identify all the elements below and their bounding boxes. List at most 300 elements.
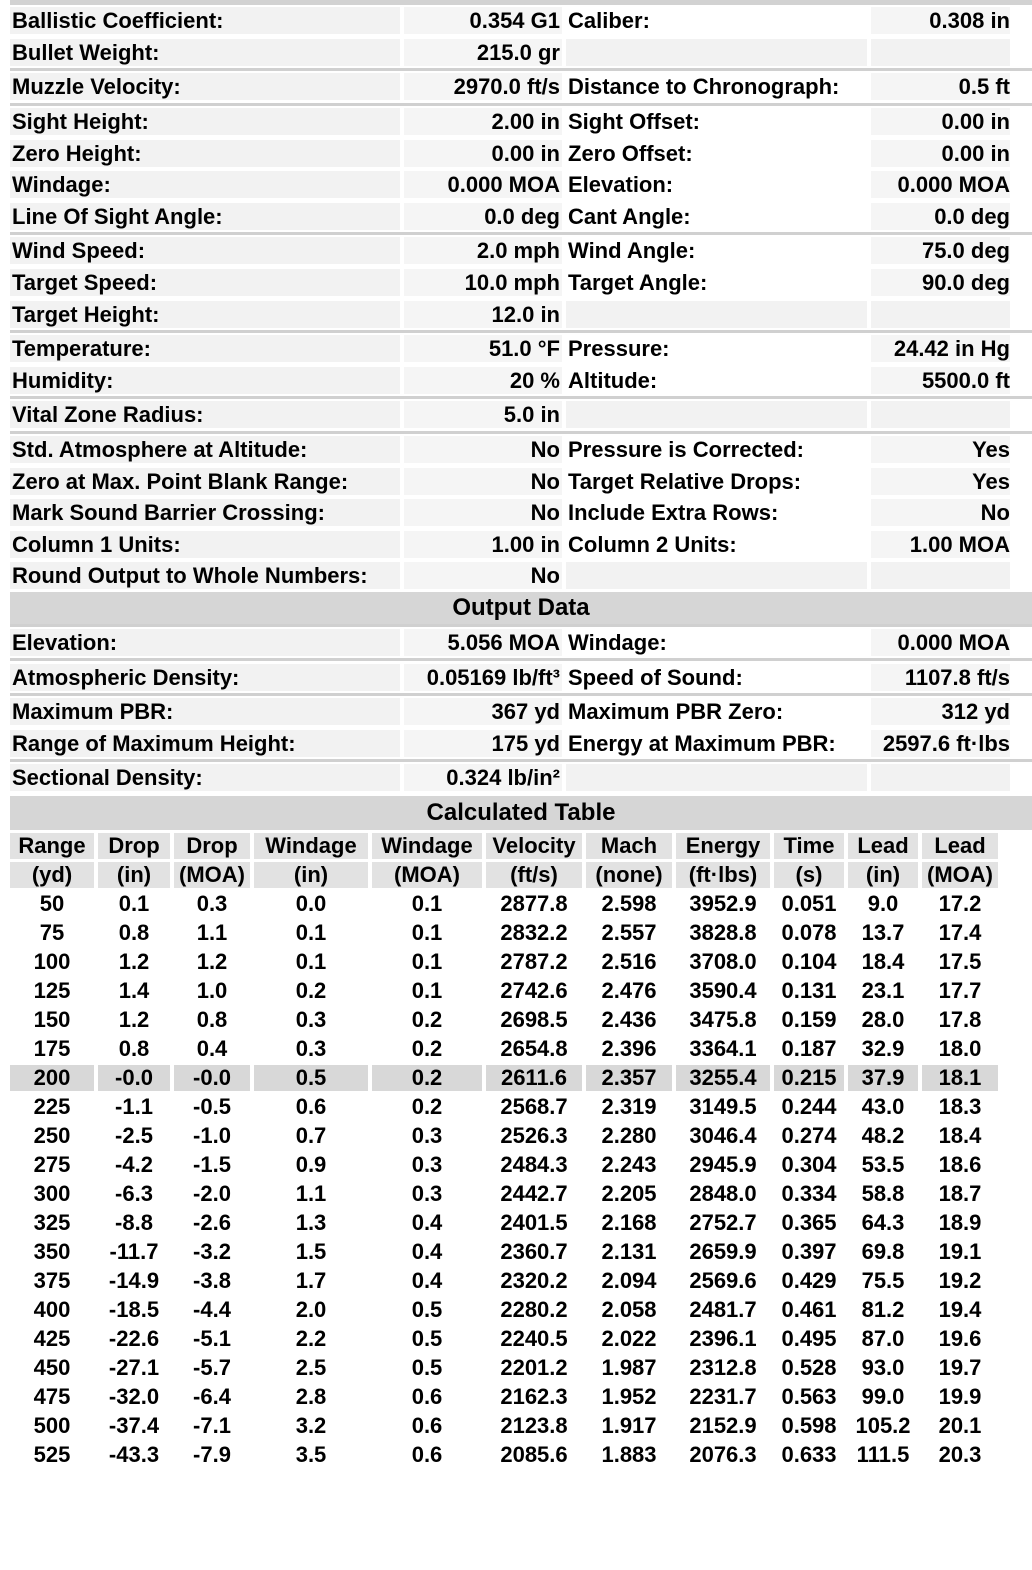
parameter-label: Range of Maximum Height: <box>10 730 400 757</box>
parameter-value: 312 yd <box>871 698 1010 725</box>
parameter-group <box>10 658 1032 693</box>
table-cell: 75.5 <box>861 1267 905 1293</box>
table-cell: 19.2 <box>938 1267 982 1293</box>
column-header: (none) <box>586 862 672 888</box>
parameter-value: 215.0 gr <box>404 39 562 66</box>
parameter-label: Column 1 Units: <box>10 531 400 558</box>
parameter-label: Round Output to Whole Numbers: <box>10 562 400 589</box>
table-cell: 64.3 <box>861 1209 905 1235</box>
table-row <box>10 920 998 946</box>
table-cell: 2.436 <box>601 1006 657 1032</box>
table-row <box>10 1442 998 1468</box>
table-cell: 3475.8 <box>689 1006 757 1032</box>
table-cell: 0.8 <box>118 919 150 945</box>
column-header: (in) <box>254 862 368 888</box>
table-cell: 2.319 <box>601 1093 657 1119</box>
parameter-value: 367 yd <box>404 698 562 725</box>
column-header: Windage <box>372 833 482 859</box>
parameter-value: 2970.0 ft/s <box>404 73 562 100</box>
table-cell: 2.022 <box>601 1325 657 1351</box>
column-header: Lead <box>848 833 918 859</box>
parameter-label: Altitude: <box>566 367 867 394</box>
table-cell: 18.1 <box>922 1065 998 1091</box>
table-cell: 2.357 <box>586 1065 672 1091</box>
parameter-label: Muzzle Velocity: <box>10 73 400 100</box>
table-cell: 50 <box>39 890 65 916</box>
table-cell: 2.598 <box>601 890 657 916</box>
table-cell: 350 <box>33 1238 71 1264</box>
column-header: (MOA) <box>372 862 482 888</box>
table-cell: 2.280 <box>601 1122 657 1148</box>
column-header: Mach <box>586 833 672 859</box>
column-header: Velocity <box>486 833 582 859</box>
table-cell: 0.1 <box>411 890 443 916</box>
parameter-value: 75.0 deg <box>871 237 1010 264</box>
table-cell: 2231.7 <box>689 1383 757 1409</box>
table-header-row <box>10 862 998 888</box>
column-header: Drop <box>98 833 170 859</box>
table-cell: 18.4 <box>938 1122 982 1148</box>
table-cell: 2442.7 <box>500 1180 568 1206</box>
table-cell: 0.5 <box>411 1354 443 1380</box>
table-cell: -6.4 <box>193 1383 231 1409</box>
table-cell: 250 <box>33 1122 71 1148</box>
table-cell: 2848.0 <box>689 1180 757 1206</box>
table-cell: 0.2 <box>411 1006 443 1032</box>
table-cell: 1.5 <box>295 1238 327 1264</box>
table-cell: 3.5 <box>295 1441 327 1467</box>
table-cell: 18.3 <box>938 1093 982 1119</box>
table-cell: 20.3 <box>938 1441 982 1467</box>
parameter-label: Cant Angle: <box>566 203 867 230</box>
table-cell: -6.3 <box>115 1180 153 1206</box>
table-cell: -1.5 <box>193 1151 231 1177</box>
table-cell: 48.2 <box>861 1122 905 1148</box>
table-row <box>10 1065 998 1091</box>
parameter-value: 51.0 °F <box>404 335 562 362</box>
table-cell: 2201.2 <box>500 1354 568 1380</box>
table-cell: 58.8 <box>861 1180 905 1206</box>
table-cell: 0.397 <box>781 1238 837 1264</box>
table-cell: 0.215 <box>774 1065 844 1091</box>
table-row <box>10 1297 998 1323</box>
table-cell: -22.6 <box>108 1325 160 1351</box>
table-cell: 19.6 <box>938 1325 982 1351</box>
table-cell: 1.7 <box>295 1267 327 1293</box>
table-row <box>10 1123 998 1149</box>
table-cell: 0.2 <box>411 1035 443 1061</box>
table-row <box>10 1007 998 1033</box>
table-cell: 9.0 <box>867 890 899 916</box>
table-cell: 18.4 <box>861 948 905 974</box>
table-cell: 0.159 <box>781 1006 837 1032</box>
parameter-row <box>10 201 1032 233</box>
parameter-row <box>10 727 1032 759</box>
table-cell: 2742.6 <box>500 977 568 1003</box>
table-cell: 19.9 <box>938 1383 982 1409</box>
table-cell: 1.952 <box>601 1383 657 1409</box>
table-cell: 0.563 <box>781 1383 837 1409</box>
table-cell: 0.4 <box>411 1267 443 1293</box>
parameter-label: Sectional Density: <box>10 764 400 791</box>
table-cell: 0.5 <box>254 1065 368 1091</box>
table-cell: 2481.7 <box>689 1296 757 1322</box>
table-cell: 2401.5 <box>500 1209 568 1235</box>
column-header: Energy <box>676 833 770 859</box>
table-row <box>10 978 998 1004</box>
table-cell: 0.0 <box>295 890 327 916</box>
parameter-value: 5.056 MOA <box>404 629 562 656</box>
parameter-label <box>566 764 867 791</box>
parameter-value: 0.354 G1 <box>404 7 562 34</box>
table-cell: 1.4 <box>118 977 150 1003</box>
table-row <box>10 1181 998 1207</box>
column-header: Time <box>774 833 844 859</box>
parameter-label: Elevation: <box>10 629 400 656</box>
parameter-label <box>566 39 867 66</box>
parameter-value: 1.00 MOA <box>871 531 1010 558</box>
table-row <box>10 949 998 975</box>
table-cell: 375 <box>33 1267 71 1293</box>
table-cell: 2076.3 <box>689 1441 757 1467</box>
table-cell: 2568.7 <box>500 1093 568 1119</box>
table-cell: 19.7 <box>938 1354 982 1380</box>
parameter-value: No <box>404 468 562 495</box>
table-cell: -11.7 <box>109 1238 159 1264</box>
parameter-group <box>10 330 1032 396</box>
table-cell: 0.6 <box>411 1383 443 1409</box>
table-cell: 450 <box>33 1354 71 1380</box>
table-cell: 2526.3 <box>500 1122 568 1148</box>
table-cell: 2787.2 <box>500 948 568 974</box>
table-cell: 3828.8 <box>689 919 757 945</box>
parameter-label: Pressure: <box>566 335 867 362</box>
table-cell: 1.883 <box>601 1441 657 1467</box>
column-header: Windage <box>254 833 368 859</box>
table-cell: 0.304 <box>781 1151 837 1177</box>
table-row <box>10 1326 998 1352</box>
parameter-label: Target Angle: <box>566 269 867 296</box>
table-cell: 475 <box>33 1383 71 1409</box>
parameter-group <box>10 431 1032 592</box>
table-cell: 2240.5 <box>500 1325 568 1351</box>
table-cell: -43.3 <box>108 1441 160 1467</box>
parameter-label: Windage: <box>10 171 400 198</box>
table-cell: 2569.6 <box>689 1267 757 1293</box>
column-header: Range <box>10 833 94 859</box>
table-cell: 500 <box>33 1412 71 1438</box>
table-cell: 2.396 <box>601 1035 657 1061</box>
table-cell: 18.0 <box>938 1035 982 1061</box>
calculated-table-header: Calculated Table <box>10 796 1032 830</box>
table-cell: 53.5 <box>861 1151 905 1177</box>
table-cell: 99.0 <box>861 1383 905 1409</box>
input-parameters <box>10 5 1032 592</box>
parameter-group <box>10 759 1032 794</box>
table-cell: 0.3 <box>196 890 228 916</box>
table-cell: 175 <box>33 1035 71 1061</box>
parameter-value: 0.000 MOA <box>404 171 562 198</box>
parameter-row <box>10 137 1032 169</box>
table-cell: -14.9 <box>108 1267 160 1293</box>
table-cell: 37.9 <box>848 1065 918 1091</box>
table-cell: 2945.9 <box>689 1151 757 1177</box>
table-cell: 2.5 <box>295 1354 327 1380</box>
table-cell: 17.4 <box>938 919 982 945</box>
parameter-value: 5500.0 ft <box>871 367 1010 394</box>
parameter-row <box>10 5 1032 37</box>
table-cell: 0.6 <box>411 1441 443 1467</box>
table-cell: -0.0 <box>174 1065 250 1091</box>
parameter-label: Target Height: <box>10 301 400 328</box>
parameter-label: Sight Height: <box>10 108 400 135</box>
calculated-table-body <box>10 891 998 1468</box>
parameter-label: Distance to Chronograph: <box>566 73 867 100</box>
table-cell: 2.516 <box>601 948 657 974</box>
parameter-value <box>871 39 1010 66</box>
parameter-label: Zero at Max. Point Blank Range: <box>10 468 400 495</box>
table-cell: 2123.8 <box>500 1412 568 1438</box>
table-cell: 0.274 <box>781 1122 837 1148</box>
parameter-row <box>10 465 1032 497</box>
parameter-row <box>10 37 1032 69</box>
table-cell: 0.6 <box>295 1093 327 1119</box>
output-data-header: Output Data <box>10 592 1032 624</box>
table-cell: 18.9 <box>938 1209 982 1235</box>
table-cell: 200 <box>10 1065 94 1091</box>
table-cell: 0.528 <box>781 1354 837 1380</box>
parameter-value: 1.00 in <box>404 531 562 558</box>
parameter-label: Wind Speed: <box>10 237 400 264</box>
table-cell: 1.2 <box>118 948 150 974</box>
table-cell: 18.7 <box>938 1180 982 1206</box>
parameter-label <box>566 562 867 589</box>
parameter-label: Zero Offset: <box>566 140 867 167</box>
table-cell: 0.633 <box>781 1441 837 1467</box>
parameter-label: Line Of Sight Angle: <box>10 203 400 230</box>
table-cell: 2.8 <box>295 1383 327 1409</box>
parameter-label: Pressure is Corrected: <box>566 436 867 463</box>
parameter-group <box>10 5 1032 68</box>
parameter-value: No <box>404 499 562 526</box>
table-row <box>10 1152 998 1178</box>
parameter-label: Std. Atmosphere at Altitude: <box>10 436 400 463</box>
table-cell: 2360.7 <box>500 1238 568 1264</box>
parameter-value: 5.0 in <box>404 401 562 428</box>
parameter-value: 0.00 in <box>871 108 1010 135</box>
table-cell: 2396.1 <box>689 1325 757 1351</box>
table-cell: 105.2 <box>855 1412 911 1438</box>
table-cell: 0.2 <box>295 977 327 1003</box>
table-cell: 100 <box>33 948 71 974</box>
table-cell: 0.051 <box>781 890 837 916</box>
ballistics-results <box>10 5 1032 1471</box>
parameter-label: Bullet Weight: <box>10 39 400 66</box>
table-cell: 0.495 <box>781 1325 837 1351</box>
table-cell: 300 <box>33 1180 71 1206</box>
parameter-row <box>10 497 1032 529</box>
parameter-label: Humidity: <box>10 367 400 394</box>
parameter-row <box>10 267 1032 299</box>
parameter-row <box>10 762 1032 794</box>
table-cell: -0.5 <box>193 1093 231 1119</box>
calculated-table-head <box>10 833 998 888</box>
parameter-label: Maximum PBR: <box>10 698 400 725</box>
parameter-label <box>566 301 867 328</box>
parameter-value: No <box>404 562 562 589</box>
table-row <box>10 1239 998 1265</box>
table-row <box>10 1036 998 1062</box>
parameter-value: 24.42 in Hg <box>871 335 1010 362</box>
table-cell: 87.0 <box>861 1325 905 1351</box>
table-cell: 0.5 <box>411 1325 443 1351</box>
table-cell: -5.1 <box>193 1325 231 1351</box>
table-cell: 0.078 <box>781 919 837 945</box>
table-row <box>10 1268 998 1294</box>
table-cell: 150 <box>33 1006 71 1032</box>
table-cell: 0.5 <box>411 1296 443 1322</box>
table-cell: -8.8 <box>115 1209 153 1235</box>
table-cell: 325 <box>33 1209 71 1235</box>
parameter-label: Atmospheric Density: <box>10 664 400 691</box>
table-cell: 0.1 <box>411 977 443 1003</box>
table-cell: 0.1 <box>411 919 443 945</box>
table-cell: -32.0 <box>108 1383 160 1409</box>
table-cell: 2.476 <box>601 977 657 1003</box>
column-header: (ft/s) <box>486 862 582 888</box>
parameter-value: 20 % <box>404 367 562 394</box>
parameter-value: 0.00 in <box>404 140 562 167</box>
table-row <box>10 891 998 917</box>
table-cell: 13.7 <box>861 919 905 945</box>
table-cell: -37.4 <box>108 1412 160 1438</box>
parameter-value: 0.000 MOA <box>871 171 1010 198</box>
parameter-row <box>10 399 1032 431</box>
column-header: (in) <box>848 862 918 888</box>
table-cell: 0.4 <box>411 1209 443 1235</box>
table-cell: 2.094 <box>601 1267 657 1293</box>
parameter-row <box>10 434 1032 466</box>
table-cell: 0.2 <box>411 1093 443 1119</box>
table-cell: 2654.8 <box>500 1035 568 1061</box>
table-row <box>10 1384 998 1410</box>
table-cell: -18.5 <box>108 1296 160 1322</box>
table-cell: 0.131 <box>781 977 837 1003</box>
table-row <box>10 1413 998 1439</box>
table-cell: 2.243 <box>601 1151 657 1177</box>
table-cell: 0.9 <box>295 1151 327 1177</box>
table-cell: 75 <box>39 919 65 945</box>
parameter-group <box>10 624 1032 659</box>
table-cell: 425 <box>33 1325 71 1351</box>
table-cell: 81.2 <box>861 1296 905 1322</box>
parameter-value <box>871 764 1010 791</box>
parameter-label: Target Relative Drops: <box>566 468 867 495</box>
table-cell: 1.987 <box>601 1354 657 1380</box>
parameter-row <box>10 298 1032 330</box>
table-cell: 2.168 <box>601 1209 657 1235</box>
table-cell: 2877.8 <box>500 890 568 916</box>
table-cell: 0.3 <box>295 1035 327 1061</box>
table-row <box>10 1355 998 1381</box>
parameter-label: Wind Angle: <box>566 237 867 264</box>
table-cell: -2.0 <box>193 1180 231 1206</box>
parameter-group <box>10 103 1032 232</box>
table-cell: 1.0 <box>196 977 228 1003</box>
table-cell: 2085.6 <box>500 1441 568 1467</box>
parameter-row <box>10 333 1032 365</box>
table-cell: -7.9 <box>193 1441 231 1467</box>
table-cell: 0.7 <box>295 1122 327 1148</box>
parameter-label: Speed of Sound: <box>566 664 867 691</box>
calculated-table <box>6 830 1002 1471</box>
parameter-row <box>10 169 1032 201</box>
table-cell: 1.2 <box>118 1006 150 1032</box>
table-cell: 2611.6 <box>486 1065 582 1091</box>
parameter-label: Zero Height: <box>10 140 400 167</box>
parameter-group <box>10 68 1032 103</box>
parameter-value: 2.00 in <box>404 108 562 135</box>
parameter-label: Maximum PBR Zero: <box>566 698 867 725</box>
parameter-value: 0.324 lb/in² <box>404 764 562 791</box>
parameter-value <box>871 562 1010 589</box>
table-cell: 0.3 <box>411 1122 443 1148</box>
table-cell: 23.1 <box>861 977 905 1003</box>
parameter-value: 90.0 deg <box>871 269 1010 296</box>
table-cell: 3952.9 <box>689 890 757 916</box>
parameter-label: Energy at Maximum PBR: <box>566 730 867 757</box>
table-cell: 2.205 <box>601 1180 657 1206</box>
table-cell: 18.6 <box>938 1151 982 1177</box>
table-cell: 3708.0 <box>689 948 757 974</box>
table-cell: -3.8 <box>193 1267 231 1293</box>
table-header-row <box>10 833 998 859</box>
parameter-label: Include Extra Rows: <box>566 499 867 526</box>
table-cell: 17.5 <box>938 948 982 974</box>
parameter-label: Vital Zone Radius: <box>10 401 400 428</box>
parameter-row <box>10 560 1032 592</box>
table-cell: 0.334 <box>781 1180 837 1206</box>
table-cell: -5.7 <box>193 1354 231 1380</box>
parameter-row <box>10 696 1032 728</box>
table-cell: 2752.7 <box>689 1209 757 1235</box>
table-cell: -1.1 <box>115 1093 153 1119</box>
column-header: (MOA) <box>174 862 250 888</box>
table-cell: 1.1 <box>295 1180 327 1206</box>
table-cell: 0.429 <box>781 1267 837 1293</box>
table-cell: 2832.2 <box>500 919 568 945</box>
table-row <box>10 1210 998 1236</box>
table-cell: 3.2 <box>295 1412 327 1438</box>
parameter-value: 10.0 mph <box>404 269 562 296</box>
table-cell: 0.598 <box>781 1412 837 1438</box>
parameter-value: No <box>404 436 562 463</box>
column-header: (s) <box>774 862 844 888</box>
parameter-value: 0.00 in <box>871 140 1010 167</box>
table-cell: 3255.4 <box>676 1065 770 1091</box>
table-cell: 0.1 <box>295 919 327 945</box>
table-cell: 111.5 <box>856 1441 910 1467</box>
parameter-group <box>10 396 1032 431</box>
table-cell: 2162.3 <box>500 1383 568 1409</box>
table-cell: 2312.8 <box>689 1354 757 1380</box>
parameter-label <box>566 401 867 428</box>
table-cell: 125 <box>33 977 71 1003</box>
parameter-group <box>10 232 1032 330</box>
parameter-value: 2597.6 ft·lbs <box>871 730 1010 757</box>
table-cell: -2.5 <box>115 1122 153 1148</box>
table-cell: -2.6 <box>193 1209 231 1235</box>
